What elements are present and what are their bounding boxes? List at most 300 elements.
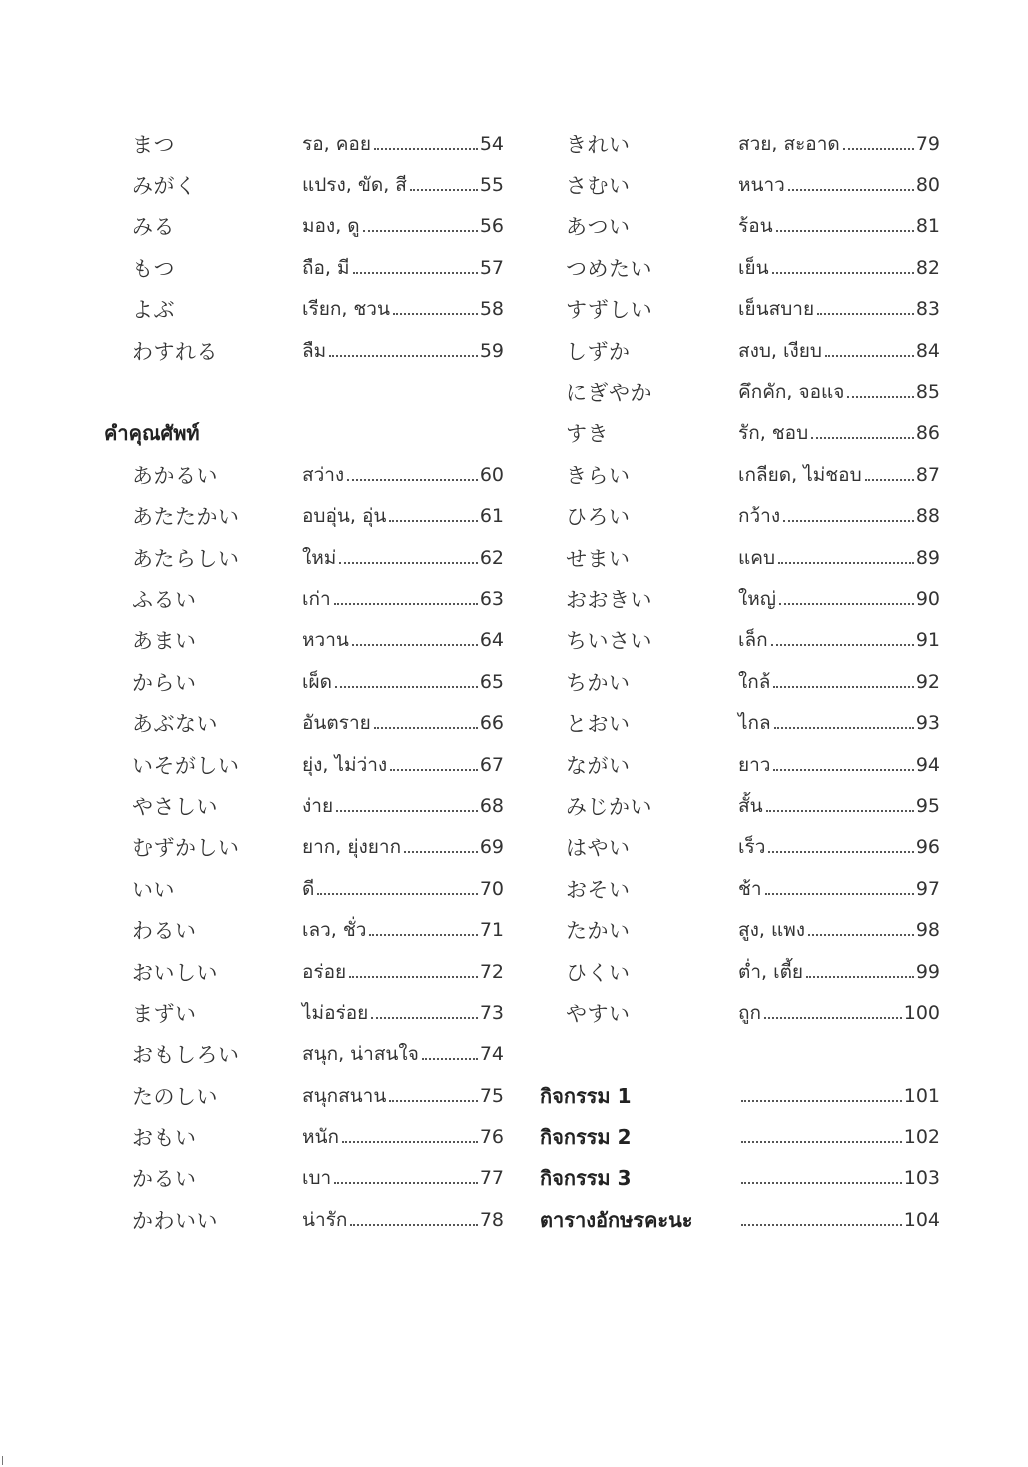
dot-leader: [741, 1223, 902, 1226]
page-number: 57: [479, 256, 504, 279]
thai-meaning: สนุกสนาน: [302, 1084, 387, 1107]
page-number: 97: [915, 877, 940, 900]
dot-leader: [347, 478, 478, 481]
japanese-word: わるい: [132, 919, 197, 944]
thai-meaning: เก่า: [302, 587, 331, 610]
japanese-word: まずい: [132, 1001, 197, 1026]
thai-meaning: สูง, แพง: [738, 919, 806, 942]
dot-leader: [741, 1099, 902, 1102]
dot-leader: [389, 519, 477, 522]
toc-entry[interactable]: [540, 744, 940, 785]
japanese-word: とおい: [566, 712, 631, 737]
dot-leader: [374, 147, 478, 150]
dot-leader: [335, 685, 478, 688]
dot-leader: [847, 395, 913, 398]
dot-leader: [766, 809, 914, 812]
page-number: 68: [479, 794, 504, 817]
thai-meaning: เผ็ด: [302, 670, 332, 693]
toc-entry[interactable]: [540, 330, 940, 371]
thai-meaning: เบา: [302, 1167, 332, 1190]
dot-leader: [329, 354, 478, 357]
japanese-word: ながい: [566, 753, 631, 778]
thai-meaning-line: [738, 377, 940, 407]
thai-meaning-line: [302, 1122, 504, 1152]
thai-meaning: สว่าง: [302, 463, 345, 486]
thai-meaning-line: [738, 418, 940, 448]
thai-meaning-line: [738, 957, 940, 987]
toc-entry[interactable]: [104, 868, 504, 909]
toc-entry[interactable]: [540, 785, 940, 826]
dot-leader: [773, 768, 913, 771]
thai-meaning: เย็นสบาย: [738, 298, 815, 321]
thai-meaning: ใกล้: [738, 670, 771, 693]
dot-leader: [389, 1099, 477, 1102]
dot-leader: [808, 933, 914, 936]
thai-meaning-line: [302, 1163, 504, 1193]
toc-entry[interactable]: [540, 206, 940, 247]
toc-entry[interactable]: [104, 1034, 504, 1075]
thai-meaning-line: [738, 791, 940, 821]
page-number: 69: [479, 836, 504, 859]
thai-meaning: รัก, ชอบ: [738, 422, 809, 445]
japanese-word: きらい: [566, 463, 631, 488]
dot-leader: [369, 933, 477, 936]
thai-meaning-line: [302, 336, 504, 366]
page-number: 87: [915, 463, 940, 486]
page-number: 92: [915, 670, 940, 693]
thai-meaning: กว้าง: [738, 505, 781, 528]
thai-meaning: ง่าย: [302, 794, 334, 817]
toc-entry[interactable]: [104, 578, 504, 619]
japanese-word: みじかい: [566, 794, 652, 819]
dot-leader: [811, 436, 914, 439]
page-number: 85: [915, 381, 940, 404]
japanese-word: まつ: [132, 132, 175, 157]
thai-meaning-line: [738, 501, 940, 531]
dot-leader: [317, 892, 477, 895]
page-number: 64: [479, 629, 504, 652]
thai-meaning: ยาก, ยุ่งยาก: [302, 836, 402, 859]
toc-entry[interactable]: [104, 496, 504, 537]
section-title: คำคุณศัพท์: [104, 421, 200, 446]
thai-meaning: เกลียด, ไม่ชอบ: [738, 463, 862, 486]
dot-leader: [825, 354, 914, 357]
thai-meaning-line: [302, 791, 504, 821]
japanese-word: きれい: [566, 132, 631, 157]
toc-entry[interactable]: [104, 164, 504, 205]
thai-meaning: สวย, สะอาด: [738, 132, 840, 155]
page-number: 80: [915, 174, 940, 197]
toc-entry[interactable]: [540, 578, 940, 619]
thai-meaning: ร้อน: [738, 215, 773, 238]
japanese-word: みがく: [132, 174, 197, 199]
page-number: 71: [479, 919, 504, 942]
dot-leader: [779, 602, 914, 605]
thai-meaning: เย็น: [738, 256, 769, 279]
japanese-word: ふるい: [132, 587, 197, 612]
thai-meaning-line: [302, 874, 504, 904]
toc-entry[interactable]: [104, 620, 504, 661]
thai-meaning-line: [302, 211, 504, 241]
thai-meaning-line: [302, 584, 504, 614]
toc-entry[interactable]: [540, 1158, 940, 1199]
page-number: 75: [479, 1084, 504, 1107]
japanese-word: やすい: [566, 1001, 631, 1026]
page-number: 62: [479, 546, 504, 569]
page-number: 94: [915, 753, 940, 776]
thai-meaning-line: [302, 625, 504, 655]
thai-meaning: อบอุ่น, อุ่น: [302, 505, 387, 528]
page-number: 66: [479, 712, 504, 735]
thai-meaning-line: [738, 998, 940, 1028]
dot-leader: [865, 478, 914, 481]
thai-meaning-line: [738, 667, 940, 697]
thai-meaning-line: [738, 129, 940, 159]
japanese-word: つめたい: [566, 256, 652, 281]
thai-meaning-line: [302, 543, 504, 573]
page-number: 67: [479, 753, 504, 776]
thai-meaning: ต่ำ, เตี้ย: [738, 960, 804, 983]
toc-entry[interactable]: [540, 454, 940, 495]
toc-entry[interactable]: [540, 164, 940, 205]
page-number: 104: [903, 1208, 940, 1231]
thai-meaning: แคบ: [738, 546, 776, 569]
japanese-word: むずかしい: [132, 836, 240, 861]
dot-leader: [806, 975, 914, 978]
dot-leader: [422, 1057, 478, 1060]
thai-meaning-line: [302, 708, 504, 738]
thai-meaning-line: [738, 543, 940, 573]
page-number: 63: [479, 587, 504, 610]
japanese-word: あかるい: [132, 463, 218, 488]
dot-leader: [342, 1140, 478, 1143]
toc-left-column: [104, 123, 504, 1241]
toc-entry[interactable]: [104, 951, 504, 992]
japanese-word: あたたかい: [132, 505, 240, 530]
thai-meaning-line: [302, 170, 504, 200]
thai-meaning-line: [738, 1126, 940, 1148]
japanese-word: いい: [132, 877, 175, 902]
section-label: กิจกรรม 2: [540, 1125, 632, 1150]
japanese-word: あまい: [132, 629, 197, 654]
japanese-word: おおきい: [566, 587, 652, 612]
japanese-word: おもしろい: [132, 1043, 240, 1068]
thai-meaning: น่ารัก: [302, 1208, 348, 1231]
toc-entry[interactable]: [104, 785, 504, 826]
toc-entry[interactable]: [104, 702, 504, 743]
thai-meaning: หวาน: [302, 629, 349, 652]
japanese-word: にぎやか: [566, 381, 652, 406]
page-number: 73: [479, 1001, 504, 1024]
thai-meaning: ไม่อร่อย: [302, 1001, 369, 1024]
dot-leader: [350, 1223, 477, 1226]
thai-meaning-line: [738, 294, 940, 324]
dot-leader: [741, 1181, 902, 1184]
page-number: 82: [915, 256, 940, 279]
section-label: กิจกรรม 3: [540, 1166, 632, 1191]
page-number: 74: [479, 1043, 504, 1066]
dot-leader: [843, 147, 914, 150]
page-number: 88: [915, 505, 940, 528]
toc-entry[interactable]: [104, 123, 504, 164]
toc-entry[interactable]: [104, 247, 504, 288]
thai-meaning: ไกล: [738, 712, 771, 735]
thai-meaning-line: [302, 253, 504, 283]
page-number: 58: [479, 298, 504, 321]
toc-entry[interactable]: [104, 537, 504, 578]
japanese-word: ひくい: [566, 960, 631, 985]
toc-entry[interactable]: [540, 1199, 940, 1240]
thai-meaning: คึกคัก, จอแจ: [738, 381, 845, 404]
thai-meaning-line: [738, 915, 940, 945]
toc-entry[interactable]: [104, 909, 504, 950]
thai-meaning: อร่อย: [302, 960, 347, 983]
toc-entry[interactable]: [104, 992, 504, 1033]
thai-meaning-line: [738, 253, 940, 283]
japanese-word: すずしい: [566, 298, 653, 323]
toc-right-column: [540, 123, 940, 1241]
page-number: 93: [915, 712, 940, 735]
toc-entry[interactable]: [104, 289, 504, 330]
thai-meaning: ใหญ่: [738, 587, 776, 610]
thai-meaning-line: [302, 1081, 504, 1111]
thai-meaning-line: [738, 211, 940, 241]
dot-leader: [771, 643, 914, 646]
dot-leader: [764, 1016, 902, 1019]
thai-meaning: เล็ก: [738, 629, 768, 652]
dot-leader: [765, 892, 914, 895]
japanese-word: たかい: [566, 919, 631, 944]
toc-entry[interactable]: [540, 496, 940, 537]
dot-leader: [339, 561, 477, 564]
toc-entry[interactable]: [104, 744, 504, 785]
japanese-word: はやい: [566, 836, 631, 861]
japanese-word: あたらしい: [132, 546, 240, 571]
page-number: 101: [903, 1084, 940, 1107]
thai-meaning: เลว, ชั่ว: [302, 919, 367, 942]
thai-meaning: สงบ, เงียบ: [738, 339, 822, 362]
dot-leader: [374, 726, 478, 729]
thai-meaning: ยุ่ง, ไม่ว่าง: [302, 753, 388, 776]
japanese-word: たのしい: [132, 1084, 218, 1109]
thai-meaning: หนาว: [738, 174, 785, 197]
page-number: 70: [479, 877, 504, 900]
page-number: 55: [479, 174, 504, 197]
thai-meaning: ช้า: [738, 877, 762, 900]
page-number: 102: [903, 1126, 940, 1149]
page-number: 60: [479, 463, 504, 486]
thai-meaning-line: [738, 170, 940, 200]
dot-leader: [352, 643, 478, 646]
thai-meaning: เรียก, ชวน: [302, 298, 390, 321]
page-number: 56: [479, 215, 504, 238]
page-number: 54: [479, 132, 504, 155]
japanese-word: あつい: [566, 215, 631, 240]
toc-entry[interactable]: [540, 537, 940, 578]
thai-meaning-line: [302, 750, 504, 780]
page-number: 84: [915, 339, 940, 362]
spacer: [104, 371, 504, 412]
thai-meaning-line: [302, 460, 504, 490]
japanese-word: からい: [132, 670, 197, 695]
toc-entry[interactable]: [540, 909, 940, 950]
thai-meaning-line: [738, 625, 940, 655]
dot-leader: [773, 685, 913, 688]
page-edge-mark: [2, 1456, 3, 1465]
page-number: 78: [479, 1208, 504, 1231]
dot-leader: [371, 1016, 478, 1019]
toc-entry[interactable]: [104, 330, 504, 371]
japanese-word: みる: [132, 215, 175, 240]
dot-leader: [349, 975, 478, 978]
thai-meaning-line: [302, 1205, 504, 1235]
toc-entry[interactable]: [540, 620, 940, 661]
page-number: 83: [915, 298, 940, 321]
japanese-word: わすれる: [132, 339, 218, 364]
toc-entry[interactable]: [540, 1075, 940, 1116]
thai-meaning-line: [738, 584, 940, 614]
japanese-word: いそがしい: [132, 753, 240, 778]
thai-meaning-line: [738, 1167, 940, 1189]
dot-leader: [334, 1181, 478, 1184]
toc-entry[interactable]: [104, 1075, 504, 1116]
page-number: 103: [903, 1167, 940, 1190]
dot-leader: [768, 850, 913, 853]
thai-meaning-line: [738, 1209, 940, 1231]
section-label: กิจกรรม 1: [540, 1083, 632, 1108]
thai-meaning-line: [302, 832, 504, 862]
thai-meaning: สนุก, น่าสนใจ: [302, 1043, 419, 1066]
thai-meaning-line: [302, 957, 504, 987]
dot-leader: [774, 726, 914, 729]
thai-meaning-line: [302, 667, 504, 697]
toc-entry[interactable]: [540, 123, 940, 164]
page-number: 91: [915, 629, 940, 652]
japanese-word: せまい: [566, 546, 631, 571]
dot-leader: [776, 229, 914, 232]
dot-leader: [741, 1140, 902, 1143]
thai-meaning: มอง, ดู: [302, 215, 360, 238]
section-label: ตารางอักษรคะนะ: [540, 1207, 693, 1232]
japanese-word: あぶない: [132, 712, 218, 737]
dot-leader: [410, 188, 478, 191]
thai-meaning-line: [302, 998, 504, 1028]
toc-entry[interactable]: [540, 247, 940, 288]
thai-meaning-line: [738, 750, 940, 780]
page-number: 96: [915, 836, 940, 859]
japanese-word: ちいさい: [566, 629, 652, 654]
page-number: 99: [915, 960, 940, 983]
page-number: 79: [915, 132, 940, 155]
toc-entry[interactable]: [540, 661, 940, 702]
thai-meaning: รอ, คอย: [302, 132, 371, 155]
page-number: 89: [915, 546, 940, 569]
dot-leader: [334, 602, 478, 605]
thai-meaning: ลืม: [302, 339, 327, 362]
page-number: 95: [915, 794, 940, 817]
toc-entry[interactable]: [540, 992, 940, 1033]
thai-meaning: อันตราย: [302, 712, 371, 735]
dot-leader: [393, 312, 478, 315]
dot-leader: [363, 229, 478, 232]
toc-entry[interactable]: [104, 827, 504, 868]
japanese-word: ひろい: [566, 505, 631, 530]
japanese-word: よぶ: [132, 298, 175, 323]
dot-leader: [788, 188, 914, 191]
thai-meaning-line: [738, 874, 940, 904]
thai-meaning: ถูก: [738, 1001, 762, 1024]
toc-entry[interactable]: [540, 371, 940, 412]
thai-meaning: ถือ, มี: [302, 256, 350, 279]
spacer: [540, 1034, 940, 1075]
toc-entry[interactable]: [104, 1199, 504, 1240]
toc-entry[interactable]: [540, 868, 940, 909]
dot-leader: [390, 768, 478, 771]
japanese-word: さむい: [566, 174, 631, 199]
japanese-word: ちかい: [566, 670, 631, 695]
thai-meaning-line: [302, 129, 504, 159]
dot-leader: [783, 519, 914, 522]
japanese-word: おそい: [566, 877, 631, 902]
dot-leader: [778, 561, 914, 564]
toc-entry[interactable]: [540, 702, 940, 743]
toc-entry[interactable]: [540, 827, 940, 868]
page-number: 81: [915, 215, 940, 238]
thai-meaning-line: [738, 832, 940, 862]
dot-leader: [336, 809, 478, 812]
toc-entry[interactable]: [104, 1158, 504, 1199]
japanese-word: しずか: [566, 339, 631, 364]
thai-meaning-line: [738, 460, 940, 490]
japanese-word: かわいい: [132, 1208, 218, 1233]
page-number: 98: [915, 919, 940, 942]
thai-meaning-line: [302, 1039, 504, 1069]
japanese-word: もつ: [132, 256, 175, 281]
page-number: 65: [479, 670, 504, 693]
thai-meaning-line: [302, 501, 504, 531]
thai-meaning-line: [738, 708, 940, 738]
toc-entry[interactable]: [104, 661, 504, 702]
thai-meaning: ยาว: [738, 753, 771, 776]
thai-meaning: แปรง, ขัด, สี: [302, 174, 407, 197]
dot-leader: [353, 271, 478, 274]
page-number: 61: [479, 505, 504, 528]
toc-entry[interactable]: [540, 289, 940, 330]
page-number: 59: [479, 339, 504, 362]
toc-entry[interactable]: [104, 454, 504, 495]
toc-entry[interactable]: [540, 951, 940, 992]
thai-meaning-line: [302, 915, 504, 945]
thai-meaning: ใหม่: [302, 546, 337, 569]
toc-entry[interactable]: [540, 413, 940, 454]
japanese-word: すき: [566, 422, 609, 447]
page-number: 90: [915, 587, 940, 610]
thai-meaning-line: [738, 1085, 940, 1107]
page-number: 76: [479, 1126, 504, 1149]
page-number: 86: [915, 422, 940, 445]
japanese-word: かるい: [132, 1167, 197, 1192]
thai-meaning: หนัก: [302, 1126, 340, 1149]
thai-meaning: ดี: [302, 877, 315, 900]
toc-entry[interactable]: [104, 1116, 504, 1157]
page-number: 77: [479, 1167, 504, 1190]
toc-entry[interactable]: [540, 1116, 940, 1157]
page-number: 72: [479, 960, 504, 983]
toc-entry[interactable]: [104, 206, 504, 247]
thai-meaning-line: [738, 336, 940, 366]
thai-meaning: สั้น: [738, 794, 763, 817]
dot-leader: [404, 850, 478, 853]
